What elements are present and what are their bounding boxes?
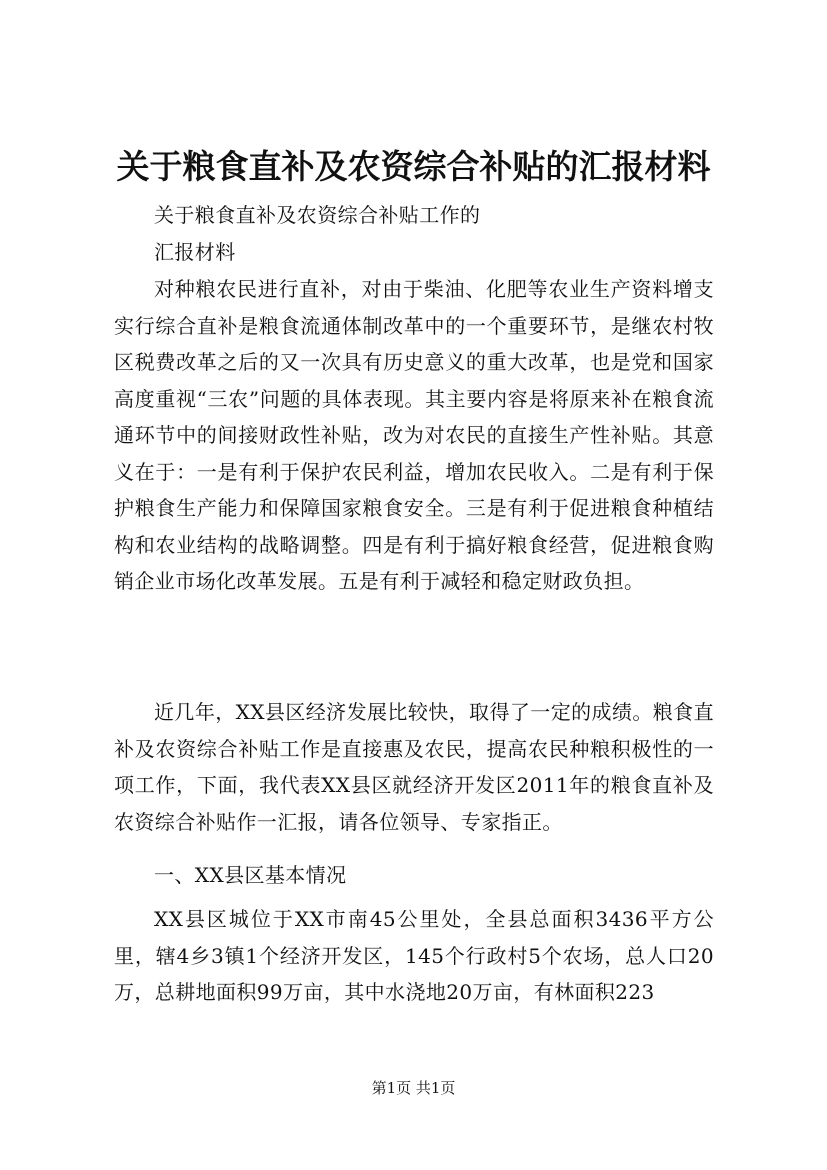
- subtitle-line-2: 汇报材料: [154, 240, 236, 264]
- paragraph-recent-years: 近几年，XX县区经济发展比较快，取得了一定的成绩。粮食直补及农资综合补贴工作是直接惠及农民，提高农民种粮积极性的一项工作，下面，我代表XX县区就经济开发区2011年的粮食直补及农资综合补贴作一汇报，请各位领导、专家指正。: [114, 700, 714, 834]
- page-number-footer: 第1页 共1页: [371, 1079, 456, 1097]
- document-title: 关于粮食直补及农资综合补贴的汇报材料: [116, 147, 711, 186]
- section-heading-basic-info: 一、XX县区基本情况: [154, 863, 347, 887]
- paragraph-basic-info: XX县区城位于XX市南45公里处，全县总面积3436平方公里，辖4乡3镇1个经济开发区，145个行政村5个农场，总人口20万，总耕地面积99万亩，其中水浇地20万亩，有林面积223: [114, 907, 714, 1004]
- paragraph-intro: 对种粮农民进行直补，对由于柴油、化肥等农业生产资料增支实行综合直补是粮食流通体制改革中的一个重要环节，是继农村牧区税费改革之后的又一次具有历史意义的重大改革，也是党和国家高度重视“三农”问题的具体表现。其主要内容是将原来补在粮食流通环节中的间接财政性补贴，改为对农民的直接生产性补贴。其意义在于：一是有利于保护农民利益，增加农民收入。二是有利于保护粮食生产能力和保障国家粮食安全。三是有利于促进粮食种植结构和农业结构的战略调整。四是有利于搞好粮食经营，促进粮食购销企业市场化改革发展。五是有利于减轻和稳定财政负担。: [114, 277, 714, 593]
- subtitle-line-1: 关于粮食直补及农资综合补贴工作的: [154, 203, 481, 227]
